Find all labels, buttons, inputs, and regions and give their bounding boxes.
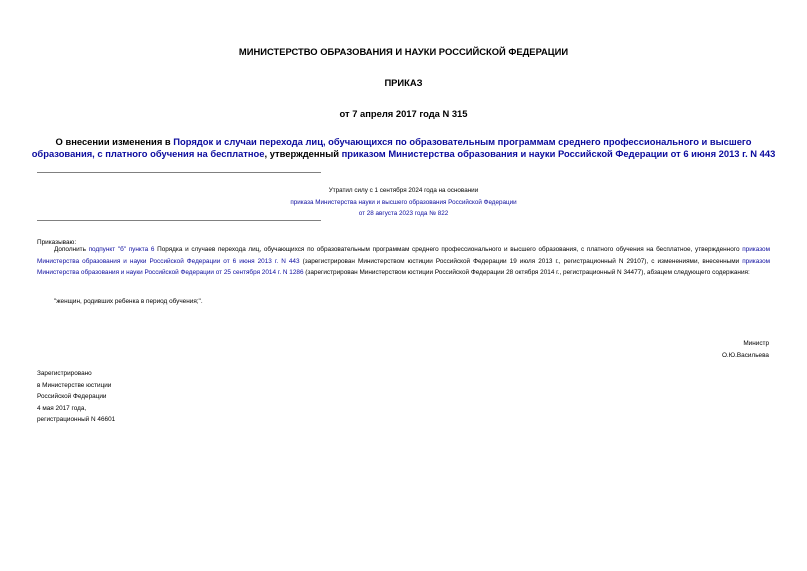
signatory-name: О.Ю.Васильева [721,351,769,359]
divider-bottom [37,220,321,221]
subpoint-b-link[interactable]: подпункт "б" пункта 6 [88,246,155,253]
main-paragraph [37,244,770,279]
registration-line-2: в Министерстве юстиции [37,381,112,389]
paragraph-part2: Порядка и случаев перехода лиц, обучающихся по образовательным программам среднего профессионального и высшего образования, с платного обучения на бесплатное, утвержденного [154,246,743,253]
order-443-body-link[interactable]: приказом Министерства образования и науки Российской Федерации от 6 июня 2013 г. N 443 [37,246,770,265]
procedure-link[interactable]: Порядок и случаи перехода лиц, обучающихся по образовательным программам среднего профессионального и высшего образования, с платного обучения на бесплатное [31,136,752,159]
quoted-addition: "женщин, родивших ребенка в период обучения;". [54,298,203,305]
order-date: от 7 апреля 2017 года N 315 [339,108,468,119]
order-heading: ПРИКАЗ [384,77,423,88]
registration-block [37,368,115,426]
lost-force-text: Утратил силу с 1 сентября 2024 года на основании [328,187,479,194]
registration-line-4: 4 мая 2017 года, [37,404,87,412]
order-443-link[interactable]: приказом Министерства образования и науки Российской Федерации от 6 июня 2013 г. N 443 [341,147,776,159]
title-prefix: О внесении изменения в [55,136,174,147]
lost-force-notice [37,185,770,220]
order-822-date-link[interactable]: от 28 августа 2023 года № 822 [358,210,449,217]
order-directive: Приказываю: [37,239,77,246]
ministry-heading: МИНИСТЕРСТВО ОБРАЗОВАНИЯ И НАУКИ РОССИЙСКОЙ ФЕДЕРАЦИИ [238,46,569,57]
order-1286-link[interactable]: приказом Министерства образования и науки Российской Федерации от 25 сентября 2014 г. N 1286 [37,257,771,276]
signature-block [722,338,769,361]
registration-line-5: регистрационный N 46601 [37,416,116,423]
title-middle: , утвержденный [264,147,342,159]
order-title [30,136,777,159]
paragraph-start: Дополнить [54,246,89,253]
paragraph-part4: (зарегистрирован Министерством юстиции Российской Федерации 28 октября 2014 г., регистрационный N 34477), абзацем следующего содержания: [303,269,750,276]
registration-line-1: Зарегистрировано [37,370,92,377]
signatory-title: Министр [743,340,769,347]
paragraph-part3: (зарегистрирован Министерством юстиции Российской Федерации 19 июля 2013 г., регистрационный N 29107), с изменениями, внесенными [299,257,743,265]
order-822-link[interactable]: приказа Министерства науки и высшего образования Российской Федерации [290,198,517,206]
divider-top [37,172,321,173]
registration-line-3: Российской Федерации [37,393,107,400]
